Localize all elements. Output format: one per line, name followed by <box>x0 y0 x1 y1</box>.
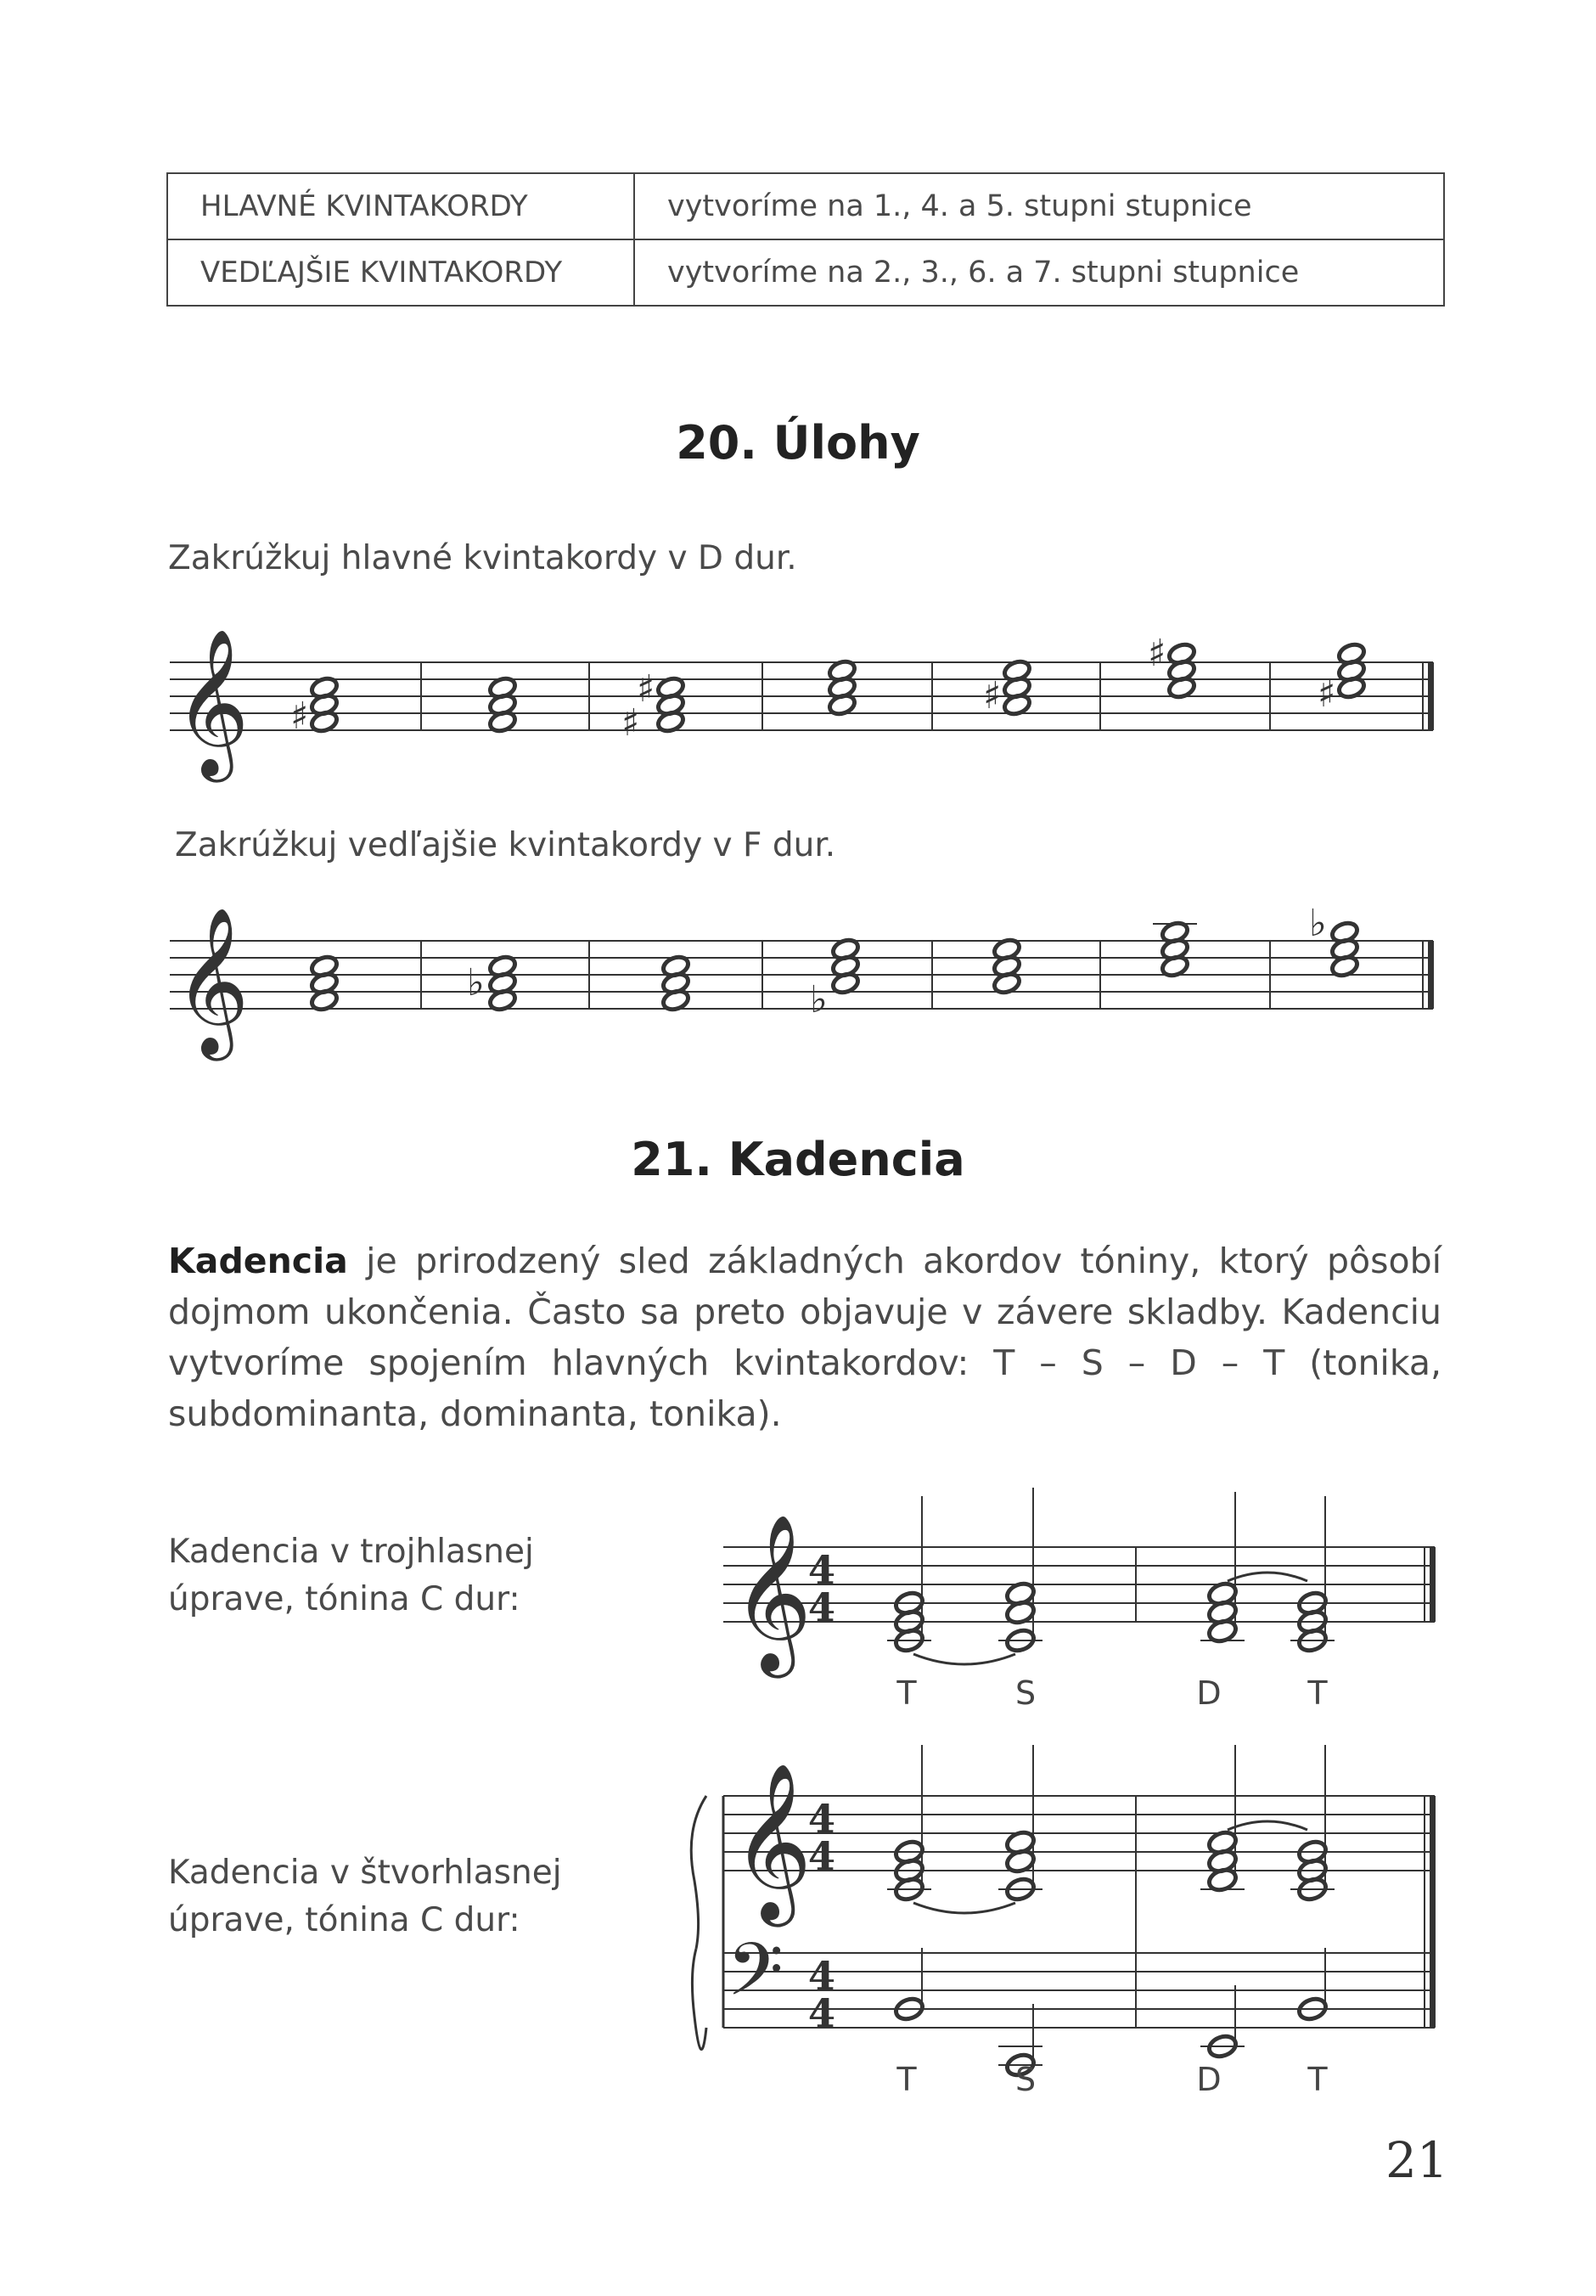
tie-curve <box>913 1654 1015 1664</box>
final-barline <box>1430 1796 1436 2028</box>
flat-icon: ♭ <box>467 961 485 1004</box>
final-barline <box>1430 1547 1436 1622</box>
final-barline <box>1428 662 1434 730</box>
sharp-icon: ♯ <box>1148 632 1166 675</box>
paragraph-text: je prirodzený sled základných akordov tóniny, ktorý pôsobí dojmom ukončenia. Často sa preto objavuje v závere skladby. Kadenciu vytvoríme spojením hlavných kvintakordov: T – S – D – T (tonika, subdominanta, dominanta, tonika). <box>168 1241 1441 1434</box>
function-label: T <box>896 1674 917 1712</box>
treble-clef-icon: 𝄞 <box>174 628 250 776</box>
sharp-icon: ♯ <box>983 674 1002 718</box>
time-signature: 4 <box>807 1546 836 1593</box>
table-cell-desc: vytvoríme na 2., 3., 6. a 7. stupni stupnice <box>634 239 1444 306</box>
bass-clef-icon: 𝄢 <box>727 1927 784 2030</box>
time-signature: 4 <box>807 1952 836 1999</box>
brace-icon <box>692 1949 706 2050</box>
label-line: Kadencia v trojhlasnej <box>168 1533 534 1571</box>
function-label: D <box>1196 1674 1222 1712</box>
function-label: T <box>1307 1674 1328 1712</box>
label-line: Kadencia v štvorhlasnej <box>168 1854 562 1892</box>
task-2-text: Zakrúžkuj vedľajšie kvintakordy v F dur. <box>175 826 836 864</box>
label-line: úprave, tónina C dur: <box>168 1901 520 1939</box>
task-1-text: Zakrúžkuj hlavné kvintakordy v D dur. <box>168 539 797 577</box>
time-signature: 4 <box>807 1989 836 2036</box>
label-line: úprave, tónina C dur: <box>168 1580 520 1618</box>
time-signature: 4 <box>807 1584 836 1630</box>
table-cell-label: HLAVNÉ KVINTAKORDY <box>167 173 634 239</box>
brace-icon <box>691 1796 706 1949</box>
treble-clef-icon: 𝄞 <box>732 1512 812 1671</box>
final-barline <box>1428 941 1434 1009</box>
sharp-icon: ♯ <box>290 695 309 738</box>
table-cell-desc: vytvoríme na 1., 4. a 5. stupni stupnice <box>634 173 1444 239</box>
term-bold: Kadencia <box>168 1241 348 1281</box>
function-label: D <box>1196 2061 1222 2098</box>
tie-curve <box>1228 1821 1307 1830</box>
treble-clef-icon: 𝄞 <box>732 1761 812 1920</box>
table-cell-label: VEDĽAJŠIE KVINTAKORDY <box>167 239 634 306</box>
time-signature: 4 <box>807 1795 836 1842</box>
section-21-heading: 21. Kadencia <box>631 1133 965 1186</box>
tie-curve <box>913 1903 1015 1913</box>
function-label: T <box>1307 2061 1328 2098</box>
time-signature: 4 <box>807 1832 836 1879</box>
function-label: S <box>1014 2061 1037 2098</box>
sharp-icon: ♯ <box>1318 672 1336 716</box>
sharp-icon: ♯ <box>621 701 640 745</box>
section-20-heading: 20. Úlohy <box>676 416 920 470</box>
page-number: 21 <box>1385 2131 1448 2189</box>
flat-icon: ♭ <box>810 978 828 1021</box>
flat-icon: ♭ <box>1309 902 1327 945</box>
treble-clef-icon: 𝄞 <box>174 907 250 1055</box>
function-label: T <box>896 2061 917 2098</box>
function-label: S <box>1014 1674 1037 1712</box>
sharp-icon: ♯ <box>637 667 655 711</box>
tie-curve <box>1228 1573 1307 1581</box>
